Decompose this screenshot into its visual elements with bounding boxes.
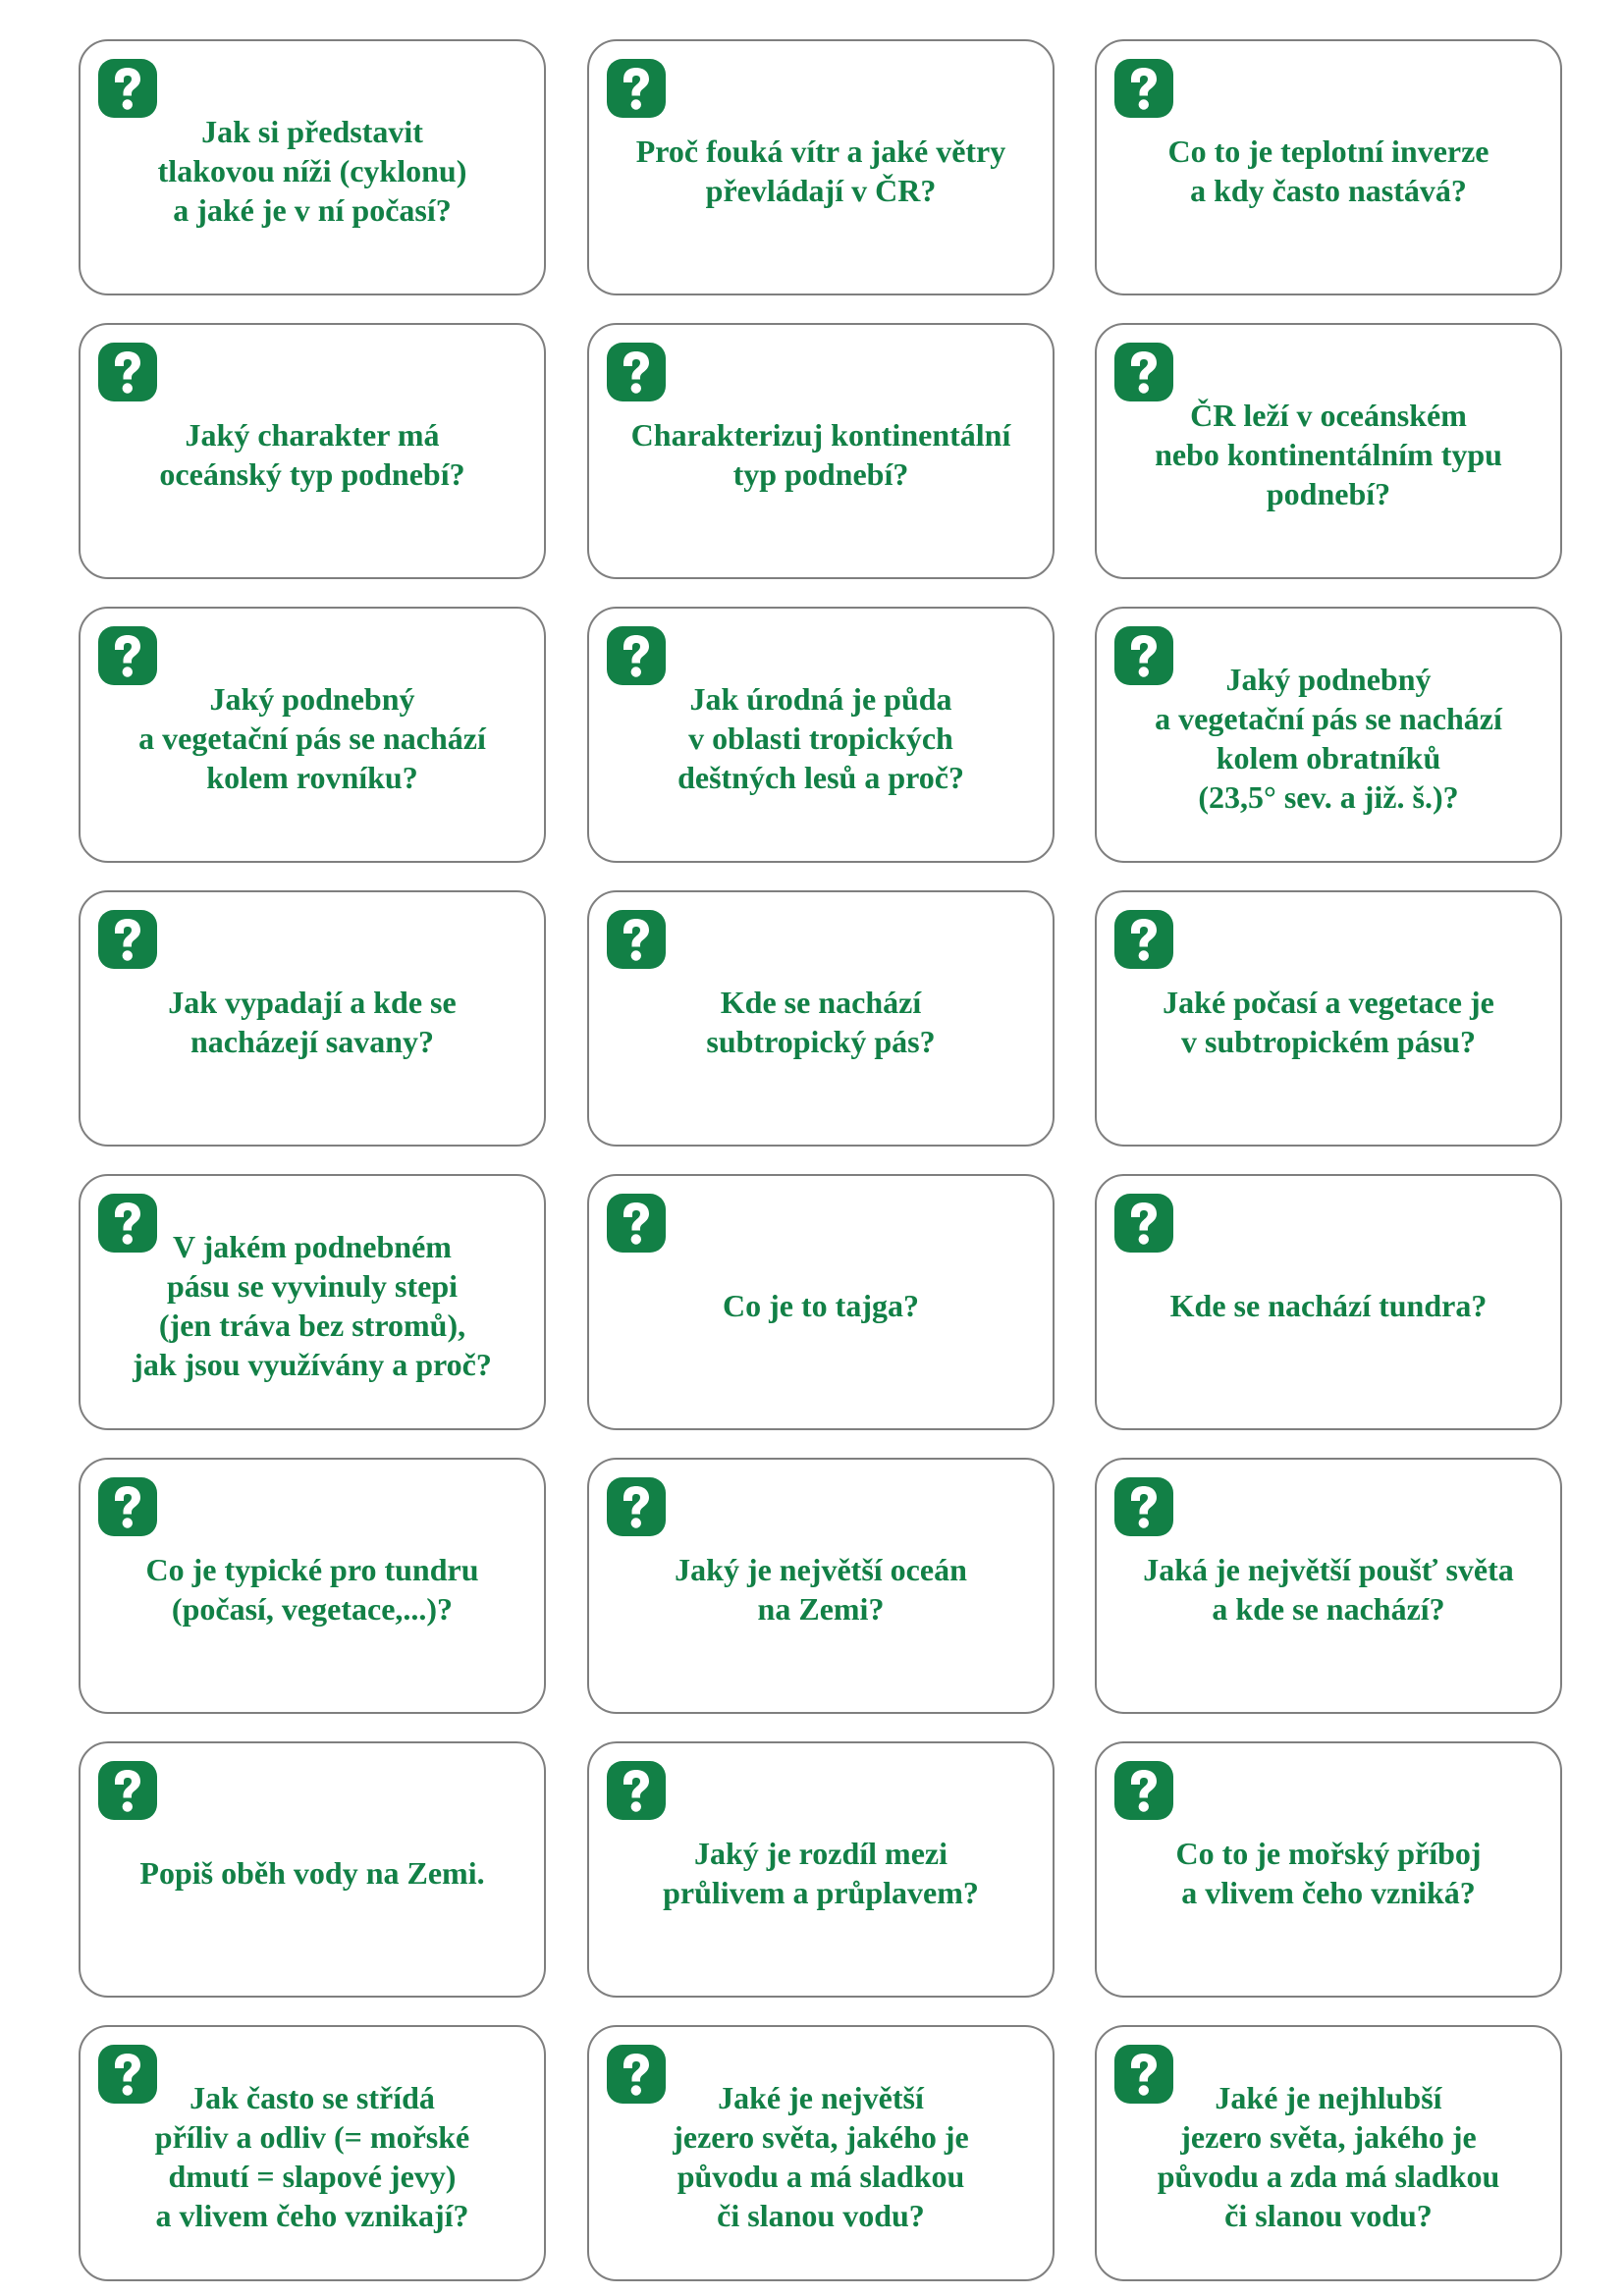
question-text: ČR leží v oceánském nebo kontinentálním typu podnebí? — [1155, 397, 1502, 511]
question-card — [587, 607, 1055, 863]
question-text: V jakém podnebném pásu se vyvinuly stepi (jen tráva bez stromů), jak jsou využívány a proč? — [133, 1228, 492, 1382]
question-card — [587, 890, 1055, 1147]
question-card — [79, 323, 546, 579]
question-text: Kde se nachází subtropický pás? — [706, 984, 936, 1059]
question-card — [1095, 607, 1562, 863]
question-text: Jaký podnebný a vegetační pás se nachází kolem obratníků (23,5° sev. a již. š.)? — [1155, 661, 1502, 815]
question-card — [1095, 2025, 1562, 2281]
question-text: Co to je teplotní inverze a kdy často nastává? — [1167, 133, 1489, 208]
question-card — [79, 890, 546, 1147]
question-text: Jaký charakter má oceánský typ podnebí? — [159, 416, 465, 492]
question-card — [1095, 1174, 1562, 1430]
question-text: Co je to tajga? — [723, 1287, 919, 1323]
question-text: Jaký podnebný a vegetační pás se nachází kolem rovníku? — [138, 680, 486, 795]
question-card — [1095, 1458, 1562, 1714]
question-card — [1095, 1741, 1562, 1998]
question-card — [587, 39, 1055, 295]
question-card — [79, 39, 546, 295]
question-card — [587, 1458, 1055, 1714]
question-card — [587, 2025, 1055, 2281]
question-card — [79, 607, 546, 863]
question-text: Charakterizuj kontinentální typ podnebí? — [630, 416, 1011, 492]
question-card — [1095, 39, 1562, 295]
question-card — [587, 1741, 1055, 1998]
question-text: Jak vypadají a kde se nacházejí savany? — [168, 984, 457, 1059]
question-text: Jak často se střídá příliv a odliv (= mořské dmutí = slapové jevy) a vlivem čeho vznikají? — [154, 2079, 470, 2233]
question-text: Jak si představit tlakovou níži (cyklonu) a jaké je v ní počasí? — [157, 113, 467, 228]
question-text: Jaké je největší jezero světa, jakého je původu a má sladkou či slanou vodu? — [673, 2079, 969, 2233]
question-text: Kde se nachází tundra? — [1169, 1287, 1488, 1323]
question-text: Jaké počasí a vegetace je v subtropickém pásu? — [1163, 984, 1494, 1059]
question-card — [1095, 323, 1562, 579]
question-text: Jaký je rozdíl mezi průlivem a průplavem? — [663, 1835, 979, 1910]
question-text: Proč fouká vítr a jaké větry převládají v ČR? — [635, 133, 1006, 208]
question-text: Co to je mořský příboj a vlivem čeho vzniká? — [1175, 1835, 1482, 1910]
question-card — [587, 1174, 1055, 1430]
question-text: Jaká je největší poušť světa a kde se nachází? — [1143, 1551, 1514, 1627]
question-card — [79, 1458, 546, 1714]
question-text: Popiš oběh vody na Zemi. — [139, 1854, 485, 1891]
question-text: Co je typické pro tundru (počasí, vegetace,...)? — [145, 1551, 479, 1627]
question-card — [1095, 890, 1562, 1147]
question-text: Jaké je nejhlubší jezero světa, jakého je původu a zda má sladkou či slanou vodu? — [1157, 2079, 1500, 2233]
question-card — [79, 1741, 546, 1998]
question-text: Jak úrodná je půda v oblasti tropických deštných lesů a proč? — [677, 680, 964, 795]
question-card — [587, 323, 1055, 579]
question-card — [79, 2025, 546, 2281]
question-card — [79, 1174, 546, 1430]
question-text: Jaký je největší oceán na Zemi? — [675, 1551, 967, 1627]
